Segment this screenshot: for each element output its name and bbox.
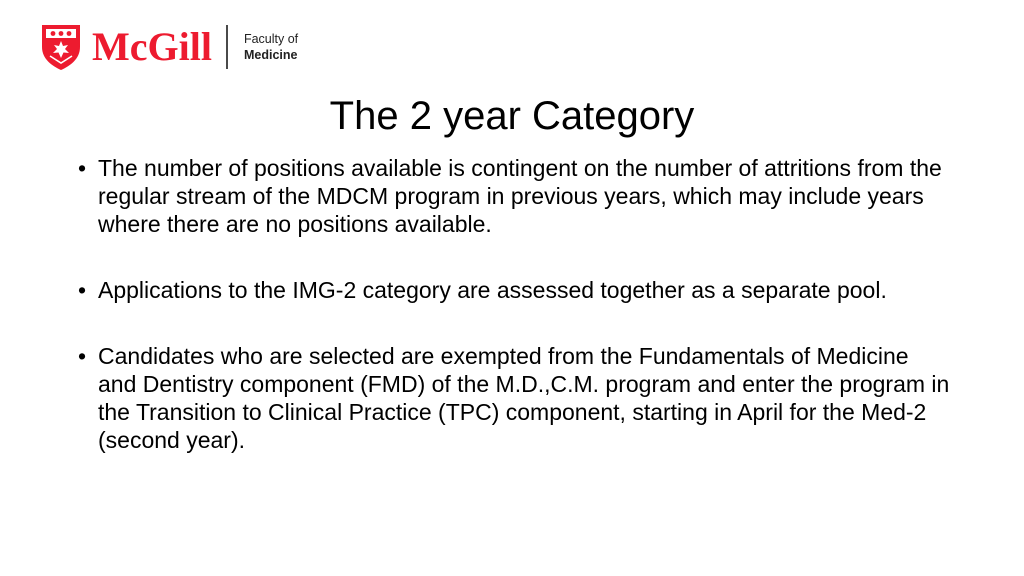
bullet-marker: • (78, 277, 87, 303)
bullet-text: Applications to the IMG-2 category are assessed together as a separate pool. (98, 277, 887, 303)
bullet-text: Candidates who are selected are exempted from the Fundamentals of Medicine and Dentistry component (FMD) of the M.D.,C.M. program and enter the program in the Transition to Clinical Practice (TPC) component, starting in April for the Med-2 (second year). (98, 343, 950, 453)
bullet-item (72, 276, 952, 304)
bullet-list (72, 154, 952, 454)
mcgill-shield-icon (40, 23, 82, 71)
logo-divider (226, 25, 228, 69)
faculty-line-1: Faculty of (243, 32, 299, 46)
mcgill-logo (40, 22, 298, 72)
bullet-marker: • (78, 155, 87, 181)
faculty-label (244, 31, 298, 63)
bullet-marker: • (78, 343, 87, 369)
bullet-item (72, 154, 952, 238)
bullet-text: The number of positions available is contingent on the number of attritions from the regular stream of the MDCM program in previous years, which may include years where there are no positions available. (98, 155, 942, 237)
logo-wordmark: McGill (92, 24, 212, 69)
slide-title: The 2 year Category (329, 94, 695, 138)
bullet-item (72, 342, 952, 454)
faculty-line-2: Medicine (243, 48, 298, 62)
